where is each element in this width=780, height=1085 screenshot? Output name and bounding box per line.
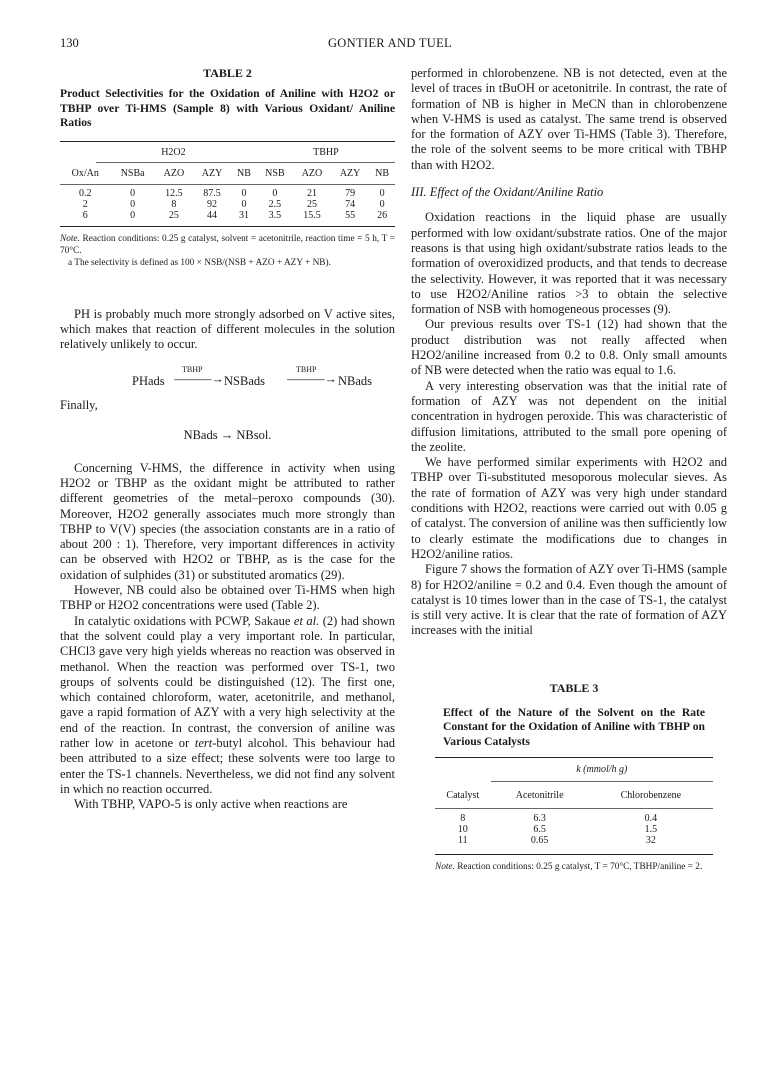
table-row: 8 6.3 0.4	[460, 813, 658, 825]
col-header: Chlorobenzene	[620, 789, 682, 801]
paragraph: Oxidation reactions in the liquid phase are usually performed with low oxidant/substrate ratios. One of the major reasons is that using high oxidant/substrate ratios leads to the formation of overoxidized products, and that tends to decrease the selectivity. However, it was reported that it was necessary to use H2O2/Aniline ratios >3 to obtain the selective formation of NSB with homogeneous processes (9).	[411, 210, 727, 317]
paragraph: Figure 7 shows the formation of AZY over Ti-HMS (sample 8) for H2O2/aniline = 0.2 and 0.4. Even though the amount of catalyst is 10 times lower than in the case of TS-1, the catalyst is still very active. It is clear that the rate of formation of AZY increases with the initial	[411, 562, 727, 638]
col-header: AZO	[301, 168, 323, 179]
table2-note: Note. Reaction conditions: 0.25 g catalyst, solvent = acetonitrile, reaction time = 5 h, T = 70°C.	[60, 233, 396, 256]
table3-unit-header: k (mmol/h g)	[576, 763, 628, 775]
col-header: NB	[375, 168, 390, 179]
paragraph: Finally,	[60, 398, 98, 413]
col-header: AZO	[163, 168, 185, 179]
table3-caption: TABLE 3	[549, 680, 599, 695]
table2-table	[60, 146, 395, 221]
col-header: Ox/An	[71, 168, 99, 179]
paragraph: With TBHP, VAPO-5 is only active when reactions are	[74, 797, 348, 812]
page-number: 130	[60, 36, 79, 50]
table2	[60, 66, 395, 269]
col-header: NSBa	[120, 168, 145, 179]
running-title: GONTIER AND TUEL	[327, 36, 452, 50]
table-row: 6 0 25 44 31 3.5 15.5 55 26	[82, 209, 388, 221]
table2-caption: TABLE 2	[203, 66, 252, 80]
equation-2: NBads → NBsol.	[183, 427, 272, 442]
section-heading: III. Effect of the Oxidant/Aniline Ratio	[411, 185, 604, 200]
table-row: 2 0 8 92 0 2.5 25 74 0	[82, 198, 385, 210]
col-header: AZY	[339, 168, 361, 179]
paragraph: Concerning V-HMS, the difference in activity when using H2O2 or TBHP as the oxidant might be attributed to rather different geometries of the metal–peroxo compounds (30). Moreover, H2O2 generally associates much more strongly than TBHP to V(V) species (the association constants are in a ratio of about 200 : 1). Therefore, very important differences in activity can be observed with H2O2 or TBHP, as is the case for the oxidation of sulphides (31) or substituted aromatics (29).	[60, 460, 395, 582]
paragraph: However, NB could also be obtained over Ti-HMS when high TBHP or H2O2 concentrations were used (Table 2).	[60, 583, 395, 613]
table3-note: Note. Reaction conditions: 0.25 g catalyst, T = 70°C, TBHP/aniline = 2.	[435, 862, 703, 873]
col-header: AZY	[201, 168, 223, 179]
table2-title: Product Selectivities for the Oxidation of Aniline with H2O2 or TBHP over Ti-HMS (Sample 8) with Various Oxidant/ Aniline Ratios	[60, 87, 395, 129]
left-column	[60, 66, 395, 813]
paragraph: A very interesting observation was that the initial rate of formation of AZY was not dependent on the initial concentration in hydrogen peroxide. This was characteristic of diffusion limitations, attributed to the small pore opening of the zeolite.	[411, 378, 727, 454]
equation-1: PHads TBHP ———→ NSBads TBHP ———→ NBads	[132, 365, 373, 389]
col-header: NB	[237, 168, 251, 179]
table-row: 0.2 0 12.5 87.5 0 0 21 79 0	[79, 187, 385, 199]
table-row: 10 6.5 1.5	[457, 824, 658, 836]
table2-group-tbhp: TBHP	[313, 147, 339, 158]
paragraph: performed in chlorobenzene. NB is not detected, even at the level of traces in tBuOH or acetonitrile. In contrast, the rate of formation of NB is higher in MeCN than in chlorobenzene when V-HMS is used as catalyst. The same trend is observed for the formation of AZY over Ti-HMS (Table 3). Therefore, the role of the solvent seems to be more critical with TBHP than with H2O2.	[411, 66, 727, 172]
table3-title: Effect of the Nature of the Solvent on the Rate Constant for the Oxidation of Aniline with TBHP on Various Catalysts	[443, 705, 705, 748]
paragraph: PH is probably much more strongly adsorbed on V active sites, which makes that reaction of different molecules in the solution relatively unlikely to occur.	[60, 306, 395, 352]
table-row: 11 0.65 32	[457, 835, 656, 847]
paragraph: We have performed similar experiments with H2O2 and TBHP over Ti-substituted mesoporous molecular sieves. As the rate of formation of AZY was very high under standard conditions with H2O2, reactions were carried out with 0.05 g of catalyst. The conversion of aniline was then sufficiently low to clearly estimate the modifications due to changes in H2O2/aniline ratios.	[411, 455, 727, 561]
table3-table	[435, 762, 713, 846]
paragraph: Our previous results over TS-1 (12) had shown that the product distribution was not really affected when H2O2/aniline increased from 0.2 to 0.8. Only small amounts of NB were detected when the ratio was equal to 1.6.	[411, 317, 727, 378]
paragraph: In catalytic oxidations with PCWP, Sakaue et al. (2) had shown that the solvent could play a very important role. In particular, CHCl3 gave very high yields whereas no reaction was observed in methanol. When the reaction was performed over TS-1, two groups of solvents could be distinguished (12). The first one, which contained chloroform, water, acetonitrile, and methanol, gave a rapid formation of AZY with a very high selectivity at the end of the reaction. In contrast, the conversion of aniline was rather low in acetone or tert-butyl alcohol. This behaviour had been attributed to a size effect; these solvents were too large to enter the TS-1 channels. Nevertheless, we did not find any solvent in which no reaction occurred.	[60, 613, 396, 796]
table3	[411, 681, 727, 874]
page-header	[60, 36, 720, 54]
col-header: Acetonitrile	[515, 789, 564, 801]
table2-group-h2o2: H2O2	[161, 147, 186, 158]
col-header: Catalyst	[446, 789, 480, 801]
col-header: NSB	[265, 168, 285, 179]
table2-footnote: a The selectivity is defined as 100 × NSB/(NSB + AZO + AZY + NB).	[68, 257, 331, 268]
right-column	[411, 66, 727, 873]
